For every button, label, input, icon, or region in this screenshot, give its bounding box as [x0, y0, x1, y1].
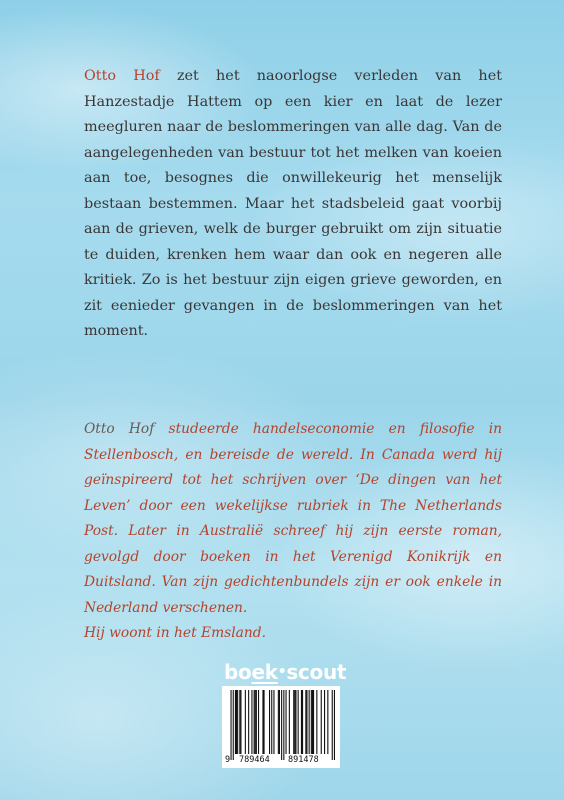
barcode-bar: [316, 690, 317, 754]
barcode-bar: [245, 690, 246, 754]
barcode-bar: [264, 690, 265, 754]
barcode-bar: [281, 690, 282, 760]
barcode-bar: [239, 690, 240, 754]
blurb-text: zet het naoorlogse verleden van het Hanzestadje Hattem op een kier en laat de lezer meegluren naar de beslommeringen van alle dag. Van de aangelegenheden van bestuur tot het melken van koeien aan toe, besognes die onwillekeurig het menselijk bestaan bestemmen. Maar het stadsbeleid gaat voorbij aan de grieven, welk de burger gebruikt om zijn situatie te duiden, krenken hem waar dan ook en negeren alle kritiek. Zo is het bestuur zijn eigen grieve geworden, en zit eenieder gevangen in de beslommeringen van het moment.: [84, 68, 502, 339]
barcode-bar: [269, 690, 270, 754]
barcode-bar: [306, 690, 307, 754]
barcode-bar: [295, 690, 296, 754]
barcode-bar: [235, 690, 236, 754]
barcode-bar: [231, 690, 232, 760]
bio-author-name: Otto Hof: [84, 421, 155, 437]
logo-part-bo: bo: [224, 660, 252, 684]
barcode-bar: [313, 690, 314, 754]
barcode-bar: [256, 690, 257, 754]
barcode-bar: [248, 690, 249, 754]
barcode-lead-digit: 9: [225, 755, 231, 765]
logo-part-scout: scout: [286, 660, 347, 684]
barcode-bar: [312, 690, 313, 754]
barcode-bar: [236, 690, 237, 754]
barcode-bar: [294, 690, 295, 754]
barcode-digits-left: 789464: [239, 755, 270, 765]
barcode-bar: [302, 690, 303, 754]
barcode-bar: [334, 690, 335, 760]
bio-residence: Hij woont in het Emsland.: [84, 625, 266, 641]
barcode-bar: [324, 690, 325, 754]
barcode-bar: [278, 690, 279, 754]
barcode-bar: [237, 690, 238, 754]
barcode-bar: [273, 690, 274, 754]
barcode-bar: [321, 690, 322, 754]
logo-part-ek: ek: [251, 660, 278, 684]
barcode-bar: [251, 690, 252, 754]
logo-dot: •: [277, 664, 287, 680]
barcode-bar: [289, 690, 290, 754]
barcode-bar: [309, 690, 310, 754]
barcode-bar: [305, 690, 306, 754]
barcode-bar: [240, 690, 241, 754]
barcode-bar: [311, 690, 312, 754]
barcode-bar: [254, 690, 255, 754]
back-cover-blurb: [84, 64, 502, 345]
blurb-author-name: Otto Hof: [84, 68, 160, 84]
barcode-bar: [279, 690, 280, 754]
barcode-bar: [293, 690, 294, 754]
publisher-logo: [224, 660, 347, 684]
barcode-bar: [283, 690, 284, 760]
barcode-bar: [233, 690, 234, 760]
barcode-bar: [298, 690, 299, 754]
barcode-bar: [271, 690, 272, 754]
barcode-bar: [255, 690, 256, 754]
isbn-barcode: [222, 686, 340, 768]
barcode-digits-right: 891478: [288, 755, 319, 765]
bio-text: studeerde handelseconomie en filosofie in Stellenbosch, en bereisde de wereld. In Canada werd hij geïnspireerd tot het schrijven over ‘De dingen van het Leven’ door een wekelijkse rubriek in The Netherlands Post. Later in Australië schreef hij zijn eerste roman, gevolgd door boeken in het Verenigd Konikrijk en Duitsland. Van zijn gedichtenbundels zijn er ook enkele in Nederland verschenen.: [84, 421, 502, 616]
barcode-bar: [286, 690, 287, 754]
barcode-bar: [327, 690, 328, 754]
barcode-bar: [332, 690, 333, 760]
barcode-bar: [258, 690, 259, 754]
barcode-bar: [262, 690, 263, 754]
author-bio: [84, 417, 502, 647]
barcode-bar: [301, 690, 302, 754]
